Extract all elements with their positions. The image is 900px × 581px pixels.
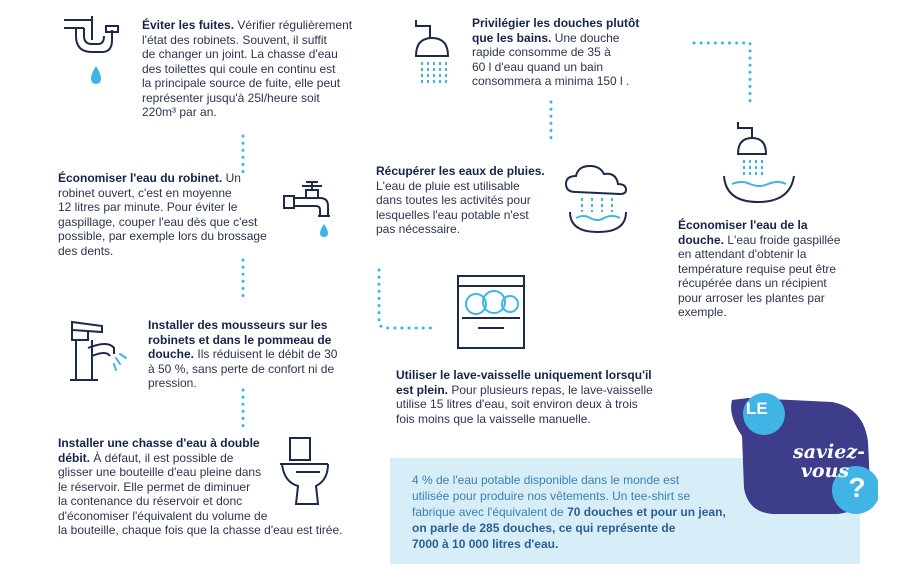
tip-rain-line: dans toutes les activités pour <box>376 193 531 207</box>
info-bold: 70 douches et pour un jean, <box>567 505 726 519</box>
info-line: 4 % de l'eau potable disponible dans le monde est <box>412 473 680 487</box>
dotted-connector <box>238 388 248 428</box>
dotted-connector <box>374 266 438 332</box>
tip-aerators-title: robinets et dans le pommeau de <box>148 332 332 347</box>
tip-flush-title: débit. <box>58 450 90 465</box>
tip-flush-title: Installer une chasse d'eau à double <box>58 436 260 450</box>
badge-saviez: saviez- <box>793 441 866 463</box>
tip-dishwasher-line: fois moins que la vaisselle manuelle. <box>396 411 591 426</box>
tip-leaks-line: la principale source de fuite, elle peut <box>142 76 341 90</box>
dotted-connector <box>238 258 248 302</box>
info-bold: 7000 à 10 000 litres d'eau. <box>412 537 559 551</box>
tip-rain <box>376 164 571 237</box>
tip-shower-water-line: en attendant d'obtenir la <box>678 247 807 261</box>
tip-shower-water-line: L'eau froide gaspillée <box>727 232 841 247</box>
tip-rain-line: L'eau de pluie est utilisable <box>376 178 520 193</box>
rain-cloud-icon <box>560 160 638 238</box>
tip-shower-water <box>678 218 868 320</box>
tip-leaks-line: de changer un joint. La chasse d'eau <box>142 47 338 61</box>
info-bold: on parle de 285 douches, ce qui représente de <box>412 521 676 535</box>
tip-tap-line: des dents. <box>58 243 114 258</box>
tip-aerators-title: douche. <box>148 347 195 361</box>
tip-dishwasher-line: utilise 15 litres d'eau, soit environ deux à trois <box>396 397 638 411</box>
tip-showers-title: Privilégier les douches plutôt <box>472 16 640 30</box>
dotted-connector <box>238 134 248 174</box>
tip-rain-line: pas nécessaire. <box>376 222 461 236</box>
dishwasher-icon <box>454 272 530 352</box>
tip-aerators-line: à 50 %, sans perte de confort ni de <box>148 361 335 376</box>
tip-showers-line: 60 l d'eau quand un bain <box>472 59 604 74</box>
tip-showers-line: consommera a minima 150 l . <box>472 74 630 88</box>
tip-leaks-line: représenter jusqu'à 25l/heure soit <box>142 90 320 105</box>
faucet-icon <box>280 178 344 244</box>
tip-leaks-line: l'état des robinets. Souvent, il suffit <box>142 32 327 47</box>
tip-leaks-line: des toilettes qui coule en continu est <box>142 61 336 76</box>
info-text <box>412 472 772 552</box>
tip-shower-water-line: pour arroser les plantes par <box>678 290 825 305</box>
tip-rain-line: lesquelles l'eau potable n'est <box>376 207 529 222</box>
tip-aerators <box>148 318 353 391</box>
info-line: utilisée pour produire nos vêtements. Un tee-shirt se <box>412 489 691 503</box>
mixer-tap-icon <box>58 318 134 390</box>
tip-tap-line: Un <box>225 171 241 185</box>
tip-aerators-line: pression. <box>148 376 197 390</box>
tip-flush-line: la bouteille, chaque fois que la chasse d'eau est tirée. <box>58 523 343 537</box>
dotted-connector <box>692 38 758 108</box>
tip-rain-title: Récupérer les eaux de pluies. <box>376 164 545 178</box>
shower-basin-icon <box>718 118 808 206</box>
tip-flush-line: glisser une bouteille d'eau pleine dans <box>58 465 262 479</box>
tip-tap-line: 12 litres par minute. Pour éviter le <box>58 200 238 214</box>
tip-tap-line: robinet ouvert, c'est en moyenne <box>58 185 232 200</box>
shower-icon <box>412 16 468 88</box>
tip-aerators-line: Ils réduisent le débit de 30 <box>197 347 338 361</box>
tip-dishwasher-title: Utiliser le lave-vaisselle uniquement lorsqu'il <box>396 368 652 382</box>
toilet-icon <box>276 434 342 514</box>
tip-shower-water-line: exemple. <box>678 305 727 319</box>
tip-shower-water-line: récupérée dans un récipient <box>678 276 827 290</box>
question-mark-icon: ? <box>848 472 866 503</box>
tip-leaks-line: Vérifier régulièrement <box>237 18 353 32</box>
tip-leaks-title: Éviter les fuites. <box>142 18 235 32</box>
tip-tap-line: gaspillage, couper l'eau dès que c'est <box>58 214 258 229</box>
tip-showers <box>472 16 672 89</box>
tip-tap-title: Économiser l'eau du robinet. <box>58 171 223 185</box>
badge-le: LE <box>746 399 768 418</box>
tip-dishwasher <box>396 368 706 426</box>
tip-shower-water-title: douche. <box>678 232 725 247</box>
tip-showers-title: que les bains. <box>472 30 552 45</box>
tip-flush-line: la contenance du réservoir et donc <box>58 494 243 508</box>
tip-shower-water-line: température requise peut être <box>678 261 837 276</box>
tip-aerators-title: Installer des mousseurs sur les <box>148 318 328 332</box>
tip-shower-water-title: Économiser l'eau de la <box>678 218 808 232</box>
badge-vous: vous <box>800 460 850 482</box>
tip-leaks-line: 220m³ par an. <box>142 105 217 119</box>
tip-tap-line: possible, par exemple lors du brossage <box>58 229 267 243</box>
tip-flush-line: À défaut, il est possible de <box>93 450 234 465</box>
tip-dishwasher-title: est plein. <box>396 382 449 397</box>
tip-showers-line: rapide consomme de 35 à <box>472 45 611 59</box>
dotted-connector <box>546 100 556 144</box>
tip-showers-line: Une douche <box>554 30 620 45</box>
tip-dishwasher-line: Pour plusieurs repas, le lave-vaisselle <box>451 382 653 397</box>
pipe-leak-icon <box>62 14 132 94</box>
info-line: fabrique avec l'équivalent de <box>412 505 564 519</box>
tip-tap <box>58 171 273 258</box>
tip-flush-line: le réservoir. Elle permet de diminuer <box>58 479 251 494</box>
tip-flush-line: d'économiser l'équivalent du volume de <box>58 508 268 523</box>
tip-leaks <box>142 18 367 120</box>
